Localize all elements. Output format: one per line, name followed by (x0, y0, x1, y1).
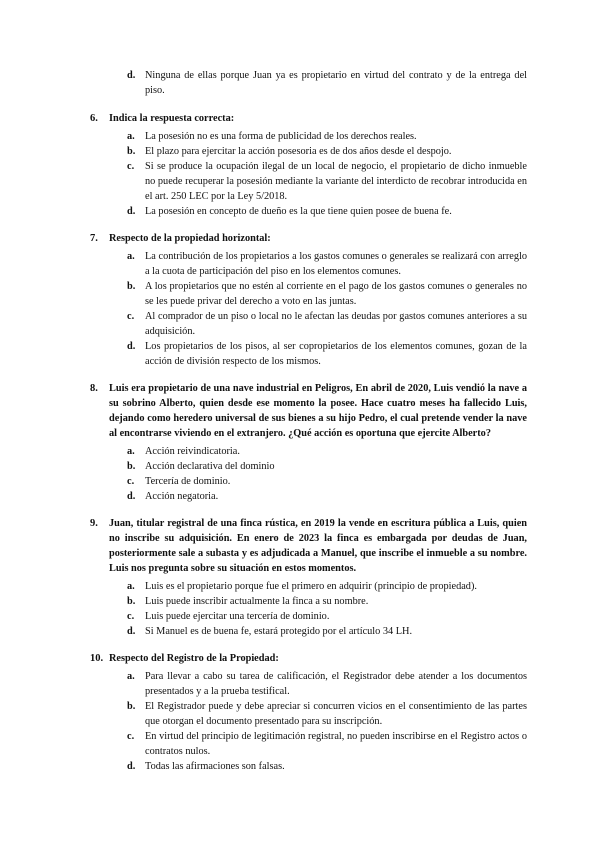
option-d (0, 624, 527, 639)
option-text: Todas las afirmaciones son falsas. (145, 761, 285, 772)
option-letter: a. (127, 446, 135, 457)
option-c (0, 309, 527, 339)
question-number: 9. (90, 518, 98, 529)
question-6 (0, 111, 600, 219)
option-letter: b. (127, 701, 136, 712)
option-b (0, 144, 527, 159)
option-text: La contribución de los propietarios a los gastos comunes o generales se realizará con arreglo a la cuota de participación del piso en los elementos comunes. (145, 251, 527, 277)
question-8 (0, 381, 600, 504)
option-a (0, 249, 527, 279)
option-letter: c. (127, 161, 135, 172)
option-text: El plazo para ejercitar la acción posesoria es de dos años desde el despojo. (145, 146, 452, 157)
question-number: 10. (90, 653, 104, 664)
option-d (0, 204, 527, 219)
option-b (0, 279, 527, 309)
option-c (0, 474, 527, 489)
question-text: Juan, titular registral de una finca rústica, en 2019 la vende en escritura pública a Luis, quien no inscribe su adquisición. En enero de 2023 la finca es embargada por deudas de Juan, posteriormente sale a subasta y es adjudicada a Manuel, que inscribe el inmueble a su nombre. Luis nos pregunta sobre su situación en estos momentos. (109, 518, 527, 574)
question-text: Luis era propietario de una nave industrial en Peligros, En abril de 2020, Luis vendió la nave a su sobrino Alberto, quien desde ese momento la posee. Hace cuatro meses ha fallecido Luis, dejando como heredero universal de sus bienes a su hijo Pedro, el cual pretende vender la nave al encontrarse viviendo en el extranjero. ¿Qué acción es oportuna que ejercite Alberto? (109, 383, 527, 439)
question-text: Indica la respuesta correcta: (109, 113, 235, 124)
option-a (0, 669, 527, 699)
option-letter: a. (127, 671, 135, 682)
option-b (0, 594, 527, 609)
option-text: La posesión en concepto de dueño es la que tiene quien posee de buena fe. (145, 206, 452, 217)
option-text: Si se produce la ocupación ilegal de un local de negocio, el propietario de dicho inmueble no puede recuperar la posesión mediante la variante del interdicto de recobrar introducida en el art. 250 LEC por la Ley 5/2018. (145, 161, 527, 202)
option-a (0, 129, 527, 144)
option-d (0, 68, 527, 98)
option-letter: a. (127, 131, 135, 142)
option-b (0, 699, 527, 729)
question-options (0, 579, 600, 639)
option-d (0, 489, 527, 504)
option-letter: a. (127, 581, 135, 592)
option-letter: b. (127, 281, 136, 292)
option-text: Luis puede inscribir actualmente la finca a su nombre. (145, 596, 369, 607)
option-d (0, 759, 527, 774)
option-text: A los propietarios que no estén al corriente en el pago de los gastos comunes o generales no se les puede privar del derecho a voto en las juntas. (145, 281, 527, 307)
option-text: El Registrador puede y debe apreciar si concurren vicios en el consentimiento de las partes que otorgan el documento presentado para su inscripción. (145, 701, 527, 727)
option-letter: d. (127, 341, 136, 352)
option-text: Si Manuel es de buena fe, estará protegido por el artículo 34 LH. (145, 626, 413, 637)
option-d (0, 339, 527, 369)
option-a (0, 579, 527, 594)
option-text: Luis puede ejercitar una tercería de dominio. (145, 611, 330, 622)
option-b (0, 459, 527, 474)
question-options (0, 444, 600, 504)
question-7 (0, 231, 600, 369)
option-text: Los propietarios de los pisos, al ser copropietarios de los elementos comunes, gozan de la acción de división respecto de los mismos. (145, 341, 527, 367)
option-letter: b. (127, 146, 136, 157)
question-options (0, 249, 600, 369)
option-c (0, 729, 527, 759)
option-letter: b. (127, 596, 136, 607)
option-text: Acción reivindicatoria. (145, 446, 240, 457)
question-number: 6. (90, 113, 98, 124)
option-c (0, 609, 527, 624)
option-text: Ninguna de ellas porque Juan ya es propietario en virtud del contrato y de la entrega del piso. (145, 70, 527, 96)
option-text: Tercería de dominio. (145, 476, 231, 487)
option-letter: d. (127, 761, 136, 772)
question-options (0, 129, 600, 219)
option-letter: c. (127, 311, 135, 322)
option-text: La posesión no es una forma de publicidad de los derechos reales. (145, 131, 417, 142)
question-text: Respecto del Registro de la Propiedad: (109, 653, 279, 664)
option-text: Acción negatoria. (145, 491, 219, 502)
question-9 (0, 516, 600, 639)
option-letter: c. (127, 476, 135, 487)
option-text: Acción declarativa del dominio (145, 461, 275, 472)
question-number: 7. (90, 233, 98, 244)
option-a (0, 444, 527, 459)
option-letter: a. (127, 251, 135, 262)
question-options (0, 669, 600, 774)
option-letter: c. (127, 611, 135, 622)
question-number: 8. (90, 383, 98, 394)
option-text: Luis es el propietario porque fue el primero en adquirir (principio de propiedad). (145, 581, 477, 592)
option-letter: b. (127, 461, 136, 472)
option-text: Al comprador de un piso o local no le afectan las deudas por gastos comunes anteriores a su adquisición. (145, 311, 527, 337)
question-text: Respecto de la propiedad horizontal: (109, 233, 271, 244)
option-text: Para llevar a cabo su tarea de calificación, el Registrador debe atender a los documentos presentados y a la prueba testifical. (145, 671, 527, 697)
option-letter: d. (127, 70, 136, 81)
question-10 (0, 651, 600, 774)
option-letter: d. (127, 626, 136, 637)
previous-question-tail (0, 68, 600, 98)
option-letter: c. (127, 731, 135, 742)
option-c (0, 159, 527, 204)
page-content (0, 68, 600, 774)
option-letter: d. (127, 206, 136, 217)
option-letter: d. (127, 491, 136, 502)
option-text: En virtud del principio de legitimación registral, no pueden inscribirse en el Registro actos o contratos nulos. (145, 731, 527, 757)
